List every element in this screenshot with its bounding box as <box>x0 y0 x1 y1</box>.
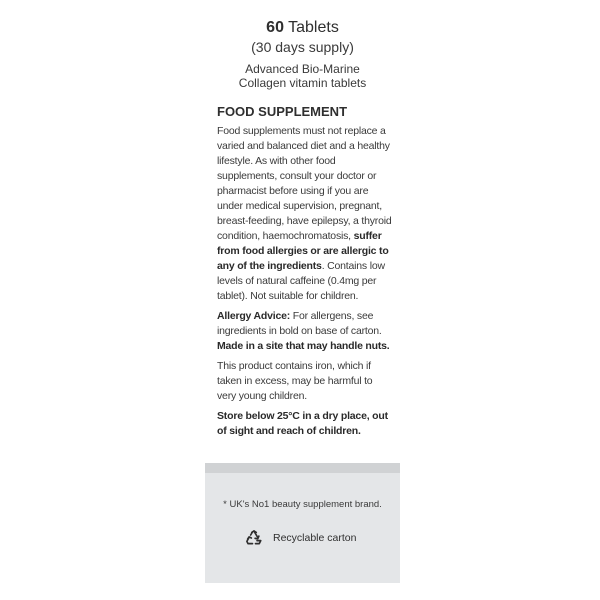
iron-warning: This product contains iron, which if taken in excess, may be harmful to very young children. <box>217 360 373 402</box>
divider-band <box>205 463 400 473</box>
allergy-warning-bold: suffer from food allergies or are allergic to any of the ingredients <box>217 230 389 272</box>
warning-text: Food supplements must not replace a varied and balanced diet and a healthy lifestyle. As with other food supplements, consult your doctor or pharmacist before using if you are under medical supervision, pregnant, breast-feeding, have epilepsy, a thyroid condition, haemochromatosis, <box>217 125 392 242</box>
recycle-icon <box>245 529 263 547</box>
product-header <box>205 18 400 90</box>
tablet-count-number: 60 <box>266 19 284 36</box>
carton-side-panel <box>205 0 400 600</box>
tablet-count <box>205 18 400 38</box>
recycle-label: Recyclable carton <box>273 532 357 544</box>
warning-tail: . Contains low levels of natural caffeine (0.4mg per tablet). Not suitable for children. <box>217 260 385 302</box>
recycle-notice <box>245 529 356 547</box>
storage-instructions: Store below 25°C in a dry place, out of sight and reach of children. <box>217 410 388 437</box>
allergy-advice-text: For allergens, see ingredients in bold on base of carton. <box>217 310 382 337</box>
tablet-count-unit: Tablets <box>288 19 339 36</box>
product-description-line2: Collagen vitamin tablets <box>238 76 367 90</box>
section-heading: FOOD SUPPLEMENT <box>217 104 348 119</box>
allergy-advice <box>217 309 393 354</box>
label-body <box>217 104 393 444</box>
product-description-line1: Advanced Bio-Marine <box>245 62 360 76</box>
supply-duration: (30 days supply) <box>251 39 354 55</box>
brand-claim: * UK's No1 beauty supplement brand. <box>223 499 382 510</box>
product-description <box>205 62 400 90</box>
footer-block <box>205 473 400 583</box>
nuts-warning: Made in a site that may handle nuts. <box>217 340 390 352</box>
warning-paragraph <box>217 124 393 304</box>
allergy-advice-label: Allergy Advice: <box>217 310 291 322</box>
